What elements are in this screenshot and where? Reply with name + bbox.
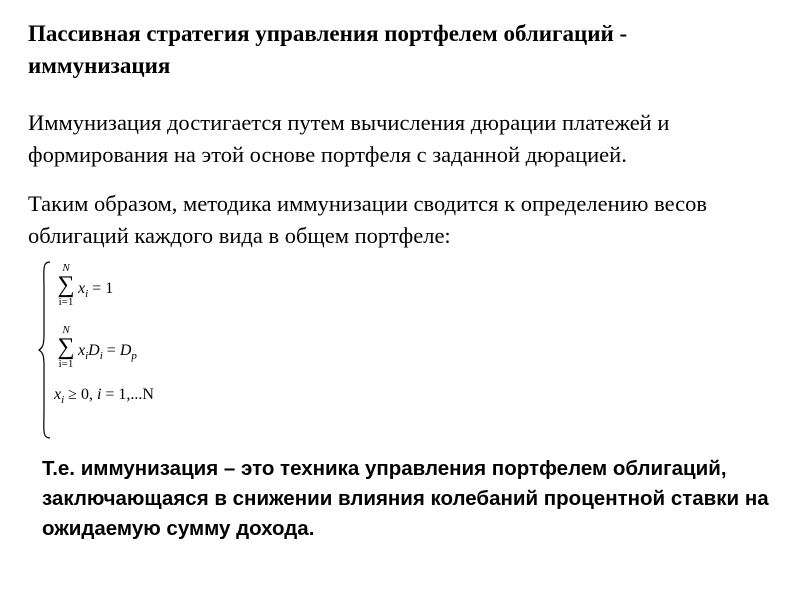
slide-title: Пассивная стратегия управления портфелем облигаций - иммунизация: [28, 21, 628, 78]
paragraph-immunization-method: Иммунизация достигается путем вычисления дюрации платежей и формирования на этой основе портфеля с заданной дюрацией.: [28, 110, 670, 167]
summary-definition: Т.е. иммунизация – это техника управления портфелем облигаций, заключающаяся в снижении влияния колебаний процентной ставки на ожидаемую сумму дохода.: [42, 457, 769, 540]
equation-nonnegativity: $x_i \ge 0$, i = 1,...N: [54, 386, 154, 407]
left-brace: [38, 260, 52, 440]
sum-symbol-2: N ∑ i=1: [57, 324, 75, 370]
immunization-equation-system: [38, 260, 238, 440]
equation-duration-match: $x_iD_i = D_p$: [78, 342, 137, 363]
paragraph-weights-definition: Таким образом, методика иммунизации сводится к определению весов облигаций каждого вида в общем портфеле:: [28, 191, 707, 248]
equation-weights-sum: $x_i = 1$: [78, 280, 114, 301]
sum-symbol-1: N ∑ i=1: [57, 262, 75, 308]
